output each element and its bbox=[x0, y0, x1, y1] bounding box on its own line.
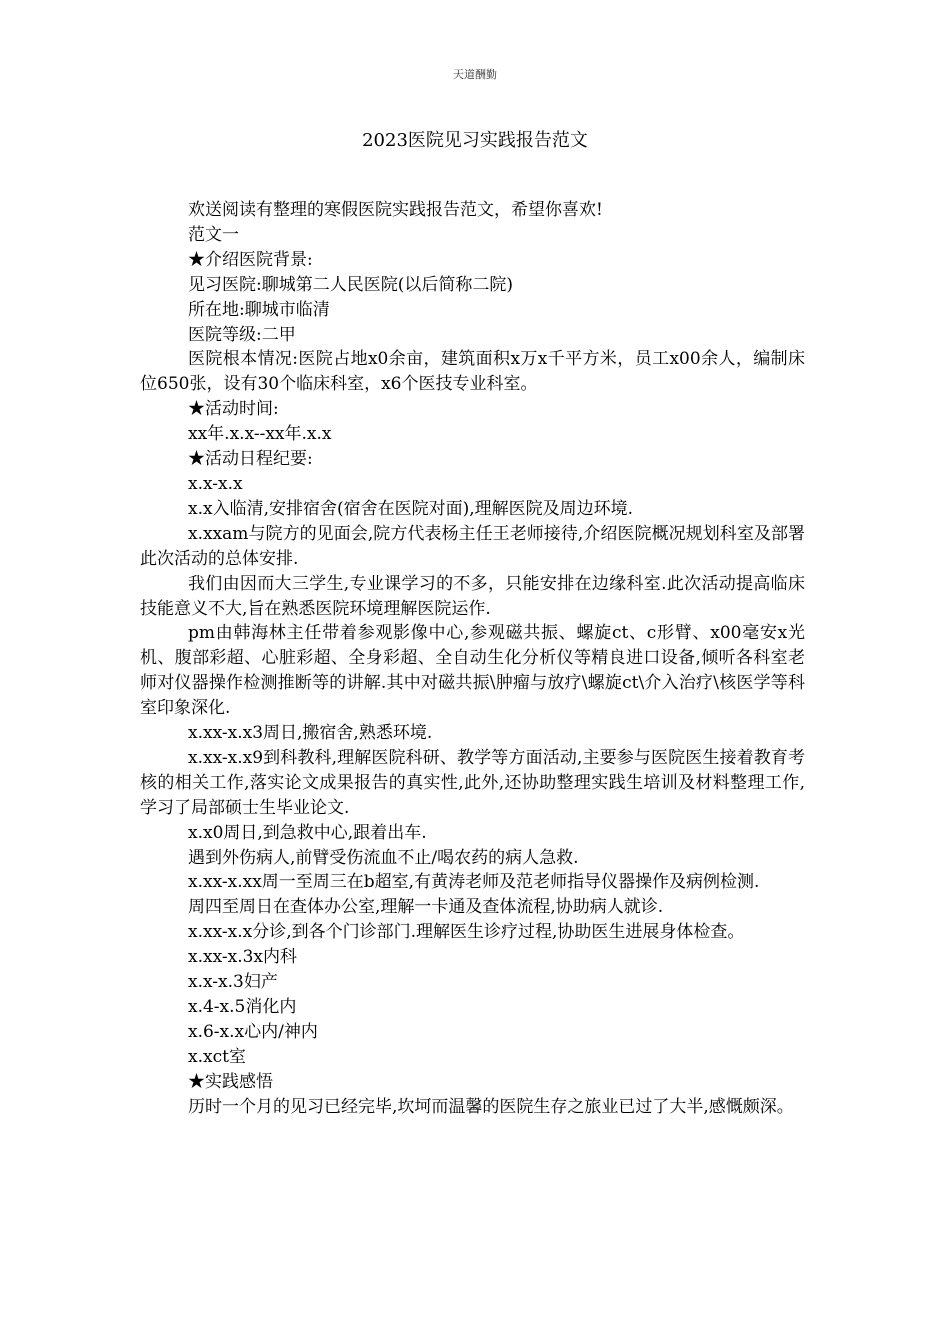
paragraph: 周四至周日在查体办公室,理解一卡通及查体流程,协助病人就诊. bbox=[188, 897, 664, 918]
paragraph: x.xx-x.3x内科 bbox=[188, 947, 298, 968]
document-body bbox=[140, 198, 805, 1120]
paragraph: x.4-x.5消化内 bbox=[188, 997, 297, 1017]
paragraph: x.xx-x.x9到科教科,理解医院科研、教学等方面活动,主要参与医院医生接着教育考核的相关工作,落实论文成果报告的真实性,此外,还协助整理实践生培训及材料整理工作,学习了局部硕士生毕业论文. bbox=[140, 747, 805, 818]
section-heading: ★活动时间: bbox=[188, 399, 279, 420]
paragraph: x.xx-x.xx周一至周三在b超室,有黄涛老师及范老师指导仪器操作及病例检测. bbox=[188, 872, 760, 893]
paragraph: pm由韩海林主任带着参观影像中心,参观磁共振、螺旋ct、c形臂、x00毫安x光机、腹部彩超、心脏彩超、全身彩超、全自动生化分析仪等精良进口设备,倾听各科室老师对仪器操作检测推断等的讲解.其中对磁共振\肿瘤与放疗\螺旋ct\介入治疗\核医学等科室印象深化. bbox=[140, 623, 805, 719]
paragraph: 范文一 bbox=[188, 224, 239, 245]
section-heading: ★实践感悟 bbox=[188, 1071, 273, 1092]
section-heading: ★介绍医院背景: bbox=[188, 249, 313, 270]
page-header: 天道酬勤 bbox=[453, 68, 497, 81]
paragraph: x.6-x.x心内/神内 bbox=[188, 1021, 318, 1042]
paragraph: x.x0周日,到急救中心,跟着出车. bbox=[188, 822, 427, 843]
paragraph: 医院等级:二甲 bbox=[188, 324, 296, 345]
paragraph: x.xx-x.x3周日,搬宿舍,熟悉环境. bbox=[188, 723, 433, 744]
section-heading: ★活动日程纪要: bbox=[188, 449, 313, 470]
paragraph: 遇到外伤病人,前臂受伤流血不止/喝农药的病人急救. bbox=[188, 847, 579, 868]
paragraph: xx年.x.x--xx年.x.x bbox=[188, 424, 332, 445]
paragraph: x.xct室 bbox=[188, 1046, 246, 1067]
paragraph: x.x-x.x bbox=[188, 473, 243, 494]
paragraph: 所在地:聊城市临清 bbox=[188, 299, 330, 320]
paragraph: 欢送阅读有整理的寒假医院实践报告范文，希望你喜欢! bbox=[188, 200, 603, 220]
paragraph: 历时一个月的见习已经完毕,坎坷而温馨的医院生存之旅业已过了大半,感慨颇深。 bbox=[188, 1096, 794, 1117]
paragraph: x.xxam与院方的见面会,院方代表杨主任王老师接待,介绍医院概况规划科室及部署此次活动的总体安排. bbox=[140, 523, 805, 569]
paragraph: 医院根本情况:医院占地x0余亩，建筑面积x万x千平方米，员工x00余人，编制床位650张，设有30个临床科室，x6个医技专业科室。 bbox=[140, 349, 805, 395]
paragraph: x.xx-x.x分诊,到各个门诊部门.理解医生诊疗过程,协助医生进展身体检查。 bbox=[188, 922, 745, 943]
paragraph: 我们由因而大三学生,专业课学习的不多，只能安排在边缘科室.此次活动提高临床技能意义不大,旨在熟悉医院环境理解医院运作. bbox=[140, 573, 805, 619]
paragraph: 见习医院:聊城第二人民医院(以后简称二院) bbox=[188, 274, 513, 295]
document-title: 2023医院见习实践报告范文 bbox=[362, 130, 588, 151]
paragraph: x.x-x.3妇产 bbox=[188, 972, 278, 993]
paragraph: x.x入临清,安排宿舍(宿舍在医院对面),理解医院及周边环境. bbox=[188, 498, 634, 519]
